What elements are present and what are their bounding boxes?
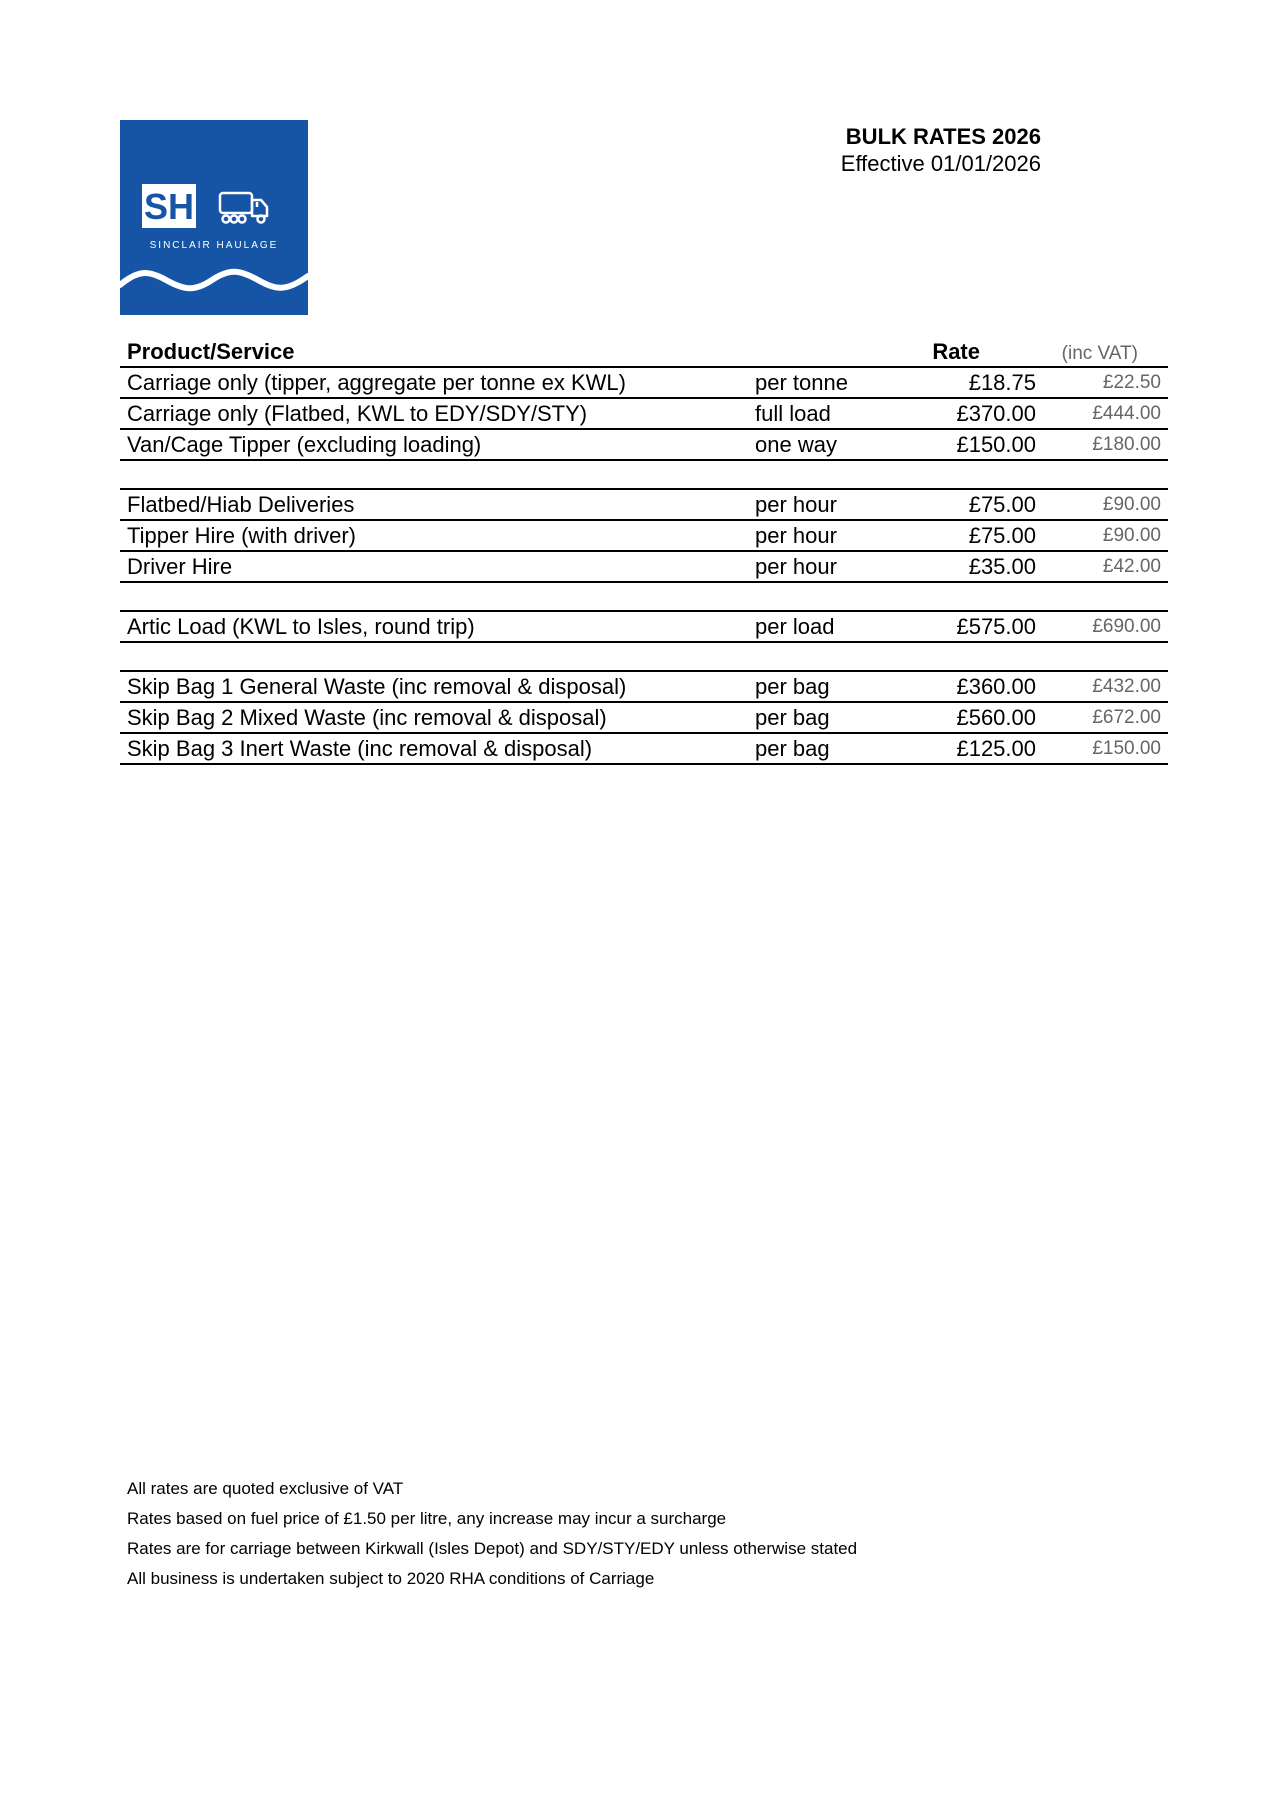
rate-cell: £125.00: [918, 733, 1043, 764]
note-line: Rates are for carriage between Kirkwall (Isles Depot) and SDY/STY/EDY unless otherwise stated: [127, 1539, 858, 1558]
product-cell: Artic Load (KWL to Isles, round trip): [120, 611, 748, 642]
unit-cell: per bag: [748, 671, 918, 702]
note-line: All rates are quoted exclusive of VAT: [127, 1479, 404, 1498]
table-row: [120, 702, 1168, 733]
product-cell: Tipper Hire (with driver): [120, 520, 748, 551]
rate-cell: £18.75: [918, 367, 1043, 398]
product-cell: Carriage only (tipper, aggregate per tonne ex KWL): [120, 367, 748, 398]
note-line: All business is undertaken subject to 2020 RHA conditions of Carriage: [127, 1569, 655, 1588]
vat-rate-cell: £690.00: [1043, 611, 1168, 642]
product-cell: Skip Bag 1 General Waste (inc removal & disposal): [120, 671, 748, 702]
note-line: Rates based on fuel price of £1.50 per litre, any increase may incur a surcharge: [127, 1509, 727, 1528]
column-header-product: Product/Service: [120, 333, 748, 367]
rate-cell: £575.00: [918, 611, 1043, 642]
table-row: [120, 398, 1168, 429]
group-spacer: [120, 460, 1168, 489]
vat-rate-cell: £90.00: [1043, 489, 1168, 520]
unit-cell: per hour: [748, 489, 918, 520]
vat-rate-cell: £444.00: [1043, 398, 1168, 429]
table-row: [120, 367, 1168, 398]
document-header: [841, 124, 1041, 178]
rate-cell: £150.00: [918, 429, 1043, 460]
rate-cell: £370.00: [918, 398, 1043, 429]
table-row: [120, 671, 1168, 702]
vat-rate-cell: £150.00: [1043, 733, 1168, 764]
group-spacer: [120, 582, 1168, 611]
rates-table: [120, 333, 1168, 765]
unit-cell: one way: [748, 429, 918, 460]
truck-icon: [220, 193, 267, 223]
table-row: [120, 611, 1168, 642]
logo-initials: SH: [143, 186, 195, 227]
product-cell: Flatbed/Hiab Deliveries: [120, 489, 748, 520]
vat-rate-cell: £90.00: [1043, 520, 1168, 551]
vat-rate-cell: £180.00: [1043, 429, 1168, 460]
unit-cell: per bag: [748, 702, 918, 733]
vat-rate-cell: £672.00: [1043, 702, 1168, 733]
vat-rate-cell: £22.50: [1043, 367, 1168, 398]
rate-cell: £75.00: [918, 489, 1043, 520]
rate-cell: £360.00: [918, 671, 1043, 702]
column-header-unit: [748, 333, 918, 367]
table-row: [120, 733, 1168, 764]
table-row: [120, 429, 1168, 460]
document-title: BULK RATES 2026: [845, 124, 1041, 149]
logo-graphic: [120, 120, 308, 315]
vat-rate-cell: £42.00: [1043, 551, 1168, 582]
column-header-rate: Rate: [918, 333, 1043, 367]
product-cell: Skip Bag 3 Inert Waste (inc removal & disposal): [120, 733, 748, 764]
company-logo: [120, 120, 308, 315]
unit-cell: per tonne: [748, 367, 918, 398]
rate-cell: £560.00: [918, 702, 1043, 733]
table-row: [120, 520, 1168, 551]
terms-notes: [127, 1474, 857, 1594]
unit-cell: per bag: [748, 733, 918, 764]
column-header-vat: (inc VAT): [1043, 333, 1168, 367]
table-row: [120, 551, 1168, 582]
table-row: [120, 489, 1168, 520]
effective-date: Effective 01/01/2026: [840, 151, 1041, 176]
group-spacer: [120, 642, 1168, 671]
table-header-row: [120, 333, 1168, 367]
rate-cell: £75.00: [918, 520, 1043, 551]
product-cell: Skip Bag 2 Mixed Waste (inc removal & disposal): [120, 702, 748, 733]
unit-cell: per hour: [748, 520, 918, 551]
product-cell: Driver Hire: [120, 551, 748, 582]
product-cell: Van/Cage Tipper (excluding loading): [120, 429, 748, 460]
unit-cell: full load: [748, 398, 918, 429]
logo-tagline: SINCLAIR HAULAGE: [149, 240, 279, 251]
product-cell: Carriage only (Flatbed, KWL to EDY/SDY/STY): [120, 398, 748, 429]
vat-rate-cell: £432.00: [1043, 671, 1168, 702]
rate-cell: £35.00: [918, 551, 1043, 582]
unit-cell: per load: [748, 611, 918, 642]
unit-cell: per hour: [748, 551, 918, 582]
